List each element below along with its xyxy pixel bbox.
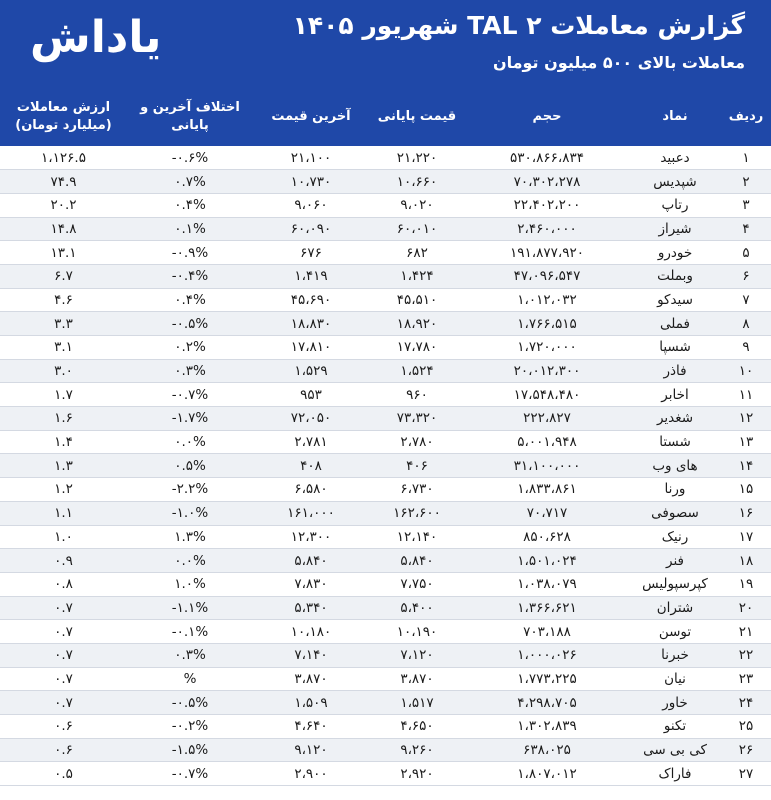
cell-volume: ۱،۳۰۲،۸۳۹ [465, 715, 629, 739]
cell-symbol: های وب [629, 454, 721, 478]
cell-volume: ۱۹۱،۸۷۷،۹۲۰ [465, 241, 629, 265]
table-row [0, 193, 771, 217]
cell-diff: -۰.۵% [127, 312, 253, 336]
cell-last-price: ۲۱،۱۰۰ [253, 146, 369, 170]
brand-logo: یاداش [30, 12, 162, 63]
cell-closing-price: ۱۰،۱۹۰ [369, 620, 465, 644]
cell-volume: ۷۰،۷۱۷ [465, 501, 629, 525]
cell-rank: ۲۰ [721, 596, 771, 620]
table-row [0, 478, 771, 502]
cell-volume: ۵۳۰،۸۶۶،۸۳۴ [465, 146, 629, 170]
cell-volume: ۱،۸۳۳،۸۶۱ [465, 478, 629, 502]
cell-value: ۳.۰ [0, 359, 127, 383]
cell-volume: ۱۷،۵۴۸،۴۸۰ [465, 383, 629, 407]
cell-volume: ۴۷،۰۹۶،۵۴۷ [465, 264, 629, 288]
cell-last-price: ۱،۵۰۹ [253, 691, 369, 715]
cell-volume: ۱،۸۰۷،۰۱۲ [465, 762, 629, 786]
cell-volume: ۱،۰۳۸،۰۷۹ [465, 572, 629, 596]
table-row [0, 383, 771, 407]
report-header [0, 0, 771, 88]
cell-volume: ۷۰،۳۰۲،۲۷۸ [465, 170, 629, 194]
cell-symbol: توسن [629, 620, 721, 644]
col-header-symbol: نماد [662, 109, 688, 124]
report-subtitle: معاملات بالای ۵۰۰ میلیون تومان [492, 53, 745, 72]
cell-value: ۱.۶ [0, 407, 127, 431]
cell-rank: ۲۵ [721, 715, 771, 739]
col-header-rank: ردیف [728, 109, 764, 124]
cell-volume: ۱،۰۱۲،۰۳۲ [465, 288, 629, 312]
table-row [0, 407, 771, 431]
cell-value: ۱.۷ [0, 383, 127, 407]
cell-volume: ۱،۷۶۶،۵۱۵ [465, 312, 629, 336]
cell-closing-price: ۱،۴۲۴ [369, 264, 465, 288]
cell-closing-price: ۶،۷۳۰ [369, 478, 465, 502]
cell-closing-price: ۲،۷۸۰ [369, 430, 465, 454]
cell-value: ۰.۷ [0, 691, 127, 715]
cell-closing-price: ۴۰۶ [369, 454, 465, 478]
cell-closing-price: ۱۲،۱۴۰ [369, 525, 465, 549]
cell-diff: -۰.۷% [127, 383, 253, 407]
cell-closing-price: ۴۵،۵۱۰ [369, 288, 465, 312]
cell-symbol: خودرو [629, 241, 721, 265]
cell-closing-price: ۷،۷۵۰ [369, 572, 465, 596]
cell-value: ۲۰.۲ [0, 193, 127, 217]
cell-closing-price: ۹،۲۶۰ [369, 738, 465, 762]
cell-symbol: خبرنا [629, 643, 721, 667]
cell-rank: ۷ [721, 288, 771, 312]
cell-diff: ۰.۳% [127, 359, 253, 383]
cell-symbol: تکنو [629, 715, 721, 739]
cell-diff: ۰.۰% [127, 430, 253, 454]
cell-value: ۰.۸ [0, 572, 127, 596]
cell-last-price: ۲،۹۰۰ [253, 762, 369, 786]
col-header-last-price: آخرین قیمت [271, 109, 351, 124]
cell-volume: ۲،۴۶۰،۰۰۰ [465, 217, 629, 241]
cell-last-price: ۹،۱۲۰ [253, 738, 369, 762]
cell-rank: ۲۲ [721, 643, 771, 667]
cell-symbol: سیدکو [629, 288, 721, 312]
table-row [0, 454, 771, 478]
cell-last-price: ۲،۷۸۱ [253, 430, 369, 454]
cell-symbol: فملی [629, 312, 721, 336]
cell-value: ۱.۲ [0, 478, 127, 502]
cell-diff: -۰.۷% [127, 762, 253, 786]
table-row [0, 217, 771, 241]
cell-diff: -۰.۵% [127, 691, 253, 715]
cell-value: ۰.۷ [0, 620, 127, 644]
table-body [0, 146, 771, 786]
cell-diff: ۰.۴% [127, 193, 253, 217]
cell-diff: ۰.۰% [127, 549, 253, 573]
report-title: گزارش معاملات TAL ۲ شهریور ۱۴۰۵ [292, 11, 745, 40]
cell-value: ۱.۰ [0, 525, 127, 549]
cell-value: ۰.۶ [0, 738, 127, 762]
cell-value: ۱۳.۱ [0, 241, 127, 265]
report-titles [293, 8, 745, 76]
cell-volume: ۱،۰۰۰،۰۲۶ [465, 643, 629, 667]
cell-diff: -۰.۱% [127, 620, 253, 644]
trades-table [0, 88, 771, 786]
cell-symbol: فاراک [629, 762, 721, 786]
cell-value: ۳.۳ [0, 312, 127, 336]
table-row [0, 312, 771, 336]
cell-closing-price: ۲۱،۲۲۰ [369, 146, 465, 170]
cell-diff: -۱.۱% [127, 596, 253, 620]
cell-value: ۳.۱ [0, 336, 127, 360]
cell-volume: ۲۰،۰۱۲،۳۰۰ [465, 359, 629, 383]
cell-value: ۱.۴ [0, 430, 127, 454]
cell-symbol: کی بی سی [629, 738, 721, 762]
cell-last-price: ۱۲،۳۰۰ [253, 525, 369, 549]
cell-volume: ۱،۷۷۳،۲۲۵ [465, 667, 629, 691]
table-row [0, 430, 771, 454]
cell-diff: ۱.۳% [127, 525, 253, 549]
col-header-diff: اختلاف آخرین و پایانی [140, 100, 240, 133]
cell-last-price: ۵،۸۴۰ [253, 549, 369, 573]
cell-volume: ۱،۵۰۱،۰۲۴ [465, 549, 629, 573]
cell-diff: -۱.۵% [127, 738, 253, 762]
cell-rank: ۴ [721, 217, 771, 241]
cell-closing-price: ۵،۴۰۰ [369, 596, 465, 620]
cell-volume: ۲۲،۴۰۲،۲۰۰ [465, 193, 629, 217]
cell-rank: ۲ [721, 170, 771, 194]
cell-symbol: فاذر [629, 359, 721, 383]
cell-value: ۱،۱۲۶.۵ [0, 146, 127, 170]
table-row [0, 620, 771, 644]
table-row [0, 762, 771, 786]
cell-symbol: شتران [629, 596, 721, 620]
cell-volume: ۷۰۳،۱۸۸ [465, 620, 629, 644]
cell-closing-price: ۳،۸۷۰ [369, 667, 465, 691]
cell-rank: ۱۶ [721, 501, 771, 525]
cell-symbol: نیان [629, 667, 721, 691]
cell-diff: ۰.۲% [127, 336, 253, 360]
table-row [0, 715, 771, 739]
cell-last-price: ۱،۴۱۹ [253, 264, 369, 288]
cell-rank: ۱۵ [721, 478, 771, 502]
cell-last-price: ۹۵۳ [253, 383, 369, 407]
table-row [0, 146, 771, 170]
cell-closing-price: ۵،۸۴۰ [369, 549, 465, 573]
table-row [0, 549, 771, 573]
cell-last-price: ۴۵،۶۹۰ [253, 288, 369, 312]
cell-value: ۱۴.۸ [0, 217, 127, 241]
table-row [0, 691, 771, 715]
table-row [0, 241, 771, 265]
cell-value: ۰.۷ [0, 596, 127, 620]
cell-symbol: ورنا [629, 478, 721, 502]
cell-symbol: شستا [629, 430, 721, 454]
col-header-volume: حجم [532, 109, 562, 124]
cell-symbol: رتاپ [629, 193, 721, 217]
cell-closing-price: ۹،۰۲۰ [369, 193, 465, 217]
cell-last-price: ۱۶۱،۰۰۰ [253, 501, 369, 525]
cell-diff: ۰.۷% [127, 170, 253, 194]
cell-diff: -۱.۷% [127, 407, 253, 431]
cell-volume: ۸۵۰،۶۲۸ [465, 525, 629, 549]
table-row [0, 359, 771, 383]
cell-value: ۱.۳ [0, 454, 127, 478]
cell-last-price: ۴۰۸ [253, 454, 369, 478]
cell-rank: ۲۳ [721, 667, 771, 691]
cell-diff: -۰.۴% [127, 264, 253, 288]
cell-last-price: ۱۷،۸۱۰ [253, 336, 369, 360]
cell-rank: ۱۴ [721, 454, 771, 478]
cell-closing-price: ۴،۶۵۰ [369, 715, 465, 739]
cell-rank: ۲۷ [721, 762, 771, 786]
cell-last-price: ۶۷۶ [253, 241, 369, 265]
cell-rank: ۶ [721, 264, 771, 288]
cell-symbol: خاور [629, 691, 721, 715]
table-row [0, 501, 771, 525]
cell-symbol: شغدیر [629, 407, 721, 431]
cell-symbol: شپدیس [629, 170, 721, 194]
cell-value: ۰.۶ [0, 715, 127, 739]
cell-rank: ۱۰ [721, 359, 771, 383]
cell-last-price: ۱۰،۷۳۰ [253, 170, 369, 194]
cell-volume: ۳۱،۱۰۰،۰۰۰ [465, 454, 629, 478]
cell-rank: ۱۲ [721, 407, 771, 431]
cell-rank: ۸ [721, 312, 771, 336]
cell-symbol: سصوفی [629, 501, 721, 525]
cell-closing-price: ۱،۵۲۴ [369, 359, 465, 383]
table-row [0, 288, 771, 312]
table-row [0, 264, 771, 288]
cell-rank: ۵ [721, 241, 771, 265]
cell-closing-price: ۲،۹۲۰ [369, 762, 465, 786]
cell-last-price: ۵،۳۴۰ [253, 596, 369, 620]
cell-symbol: دعبید [629, 146, 721, 170]
cell-closing-price: ۱۸،۹۲۰ [369, 312, 465, 336]
cell-rank: ۱۱ [721, 383, 771, 407]
cell-rank: ۱۳ [721, 430, 771, 454]
table-row [0, 336, 771, 360]
cell-rank: ۱۹ [721, 572, 771, 596]
table-row [0, 525, 771, 549]
cell-value: ۰.۹ [0, 549, 127, 573]
cell-diff: -۰.۹% [127, 241, 253, 265]
cell-closing-price: ۶۸۲ [369, 241, 465, 265]
cell-rank: ۱ [721, 146, 771, 170]
cell-symbol: کپرسپولیس [629, 572, 721, 596]
cell-rank: ۱۷ [721, 525, 771, 549]
cell-diff: ۰.۳% [127, 643, 253, 667]
cell-last-price: ۱۸،۸۳۰ [253, 312, 369, 336]
cell-last-price: ۴،۶۴۰ [253, 715, 369, 739]
cell-last-price: ۹،۰۶۰ [253, 193, 369, 217]
cell-closing-price: ۷،۱۲۰ [369, 643, 465, 667]
cell-value: ۷۴.۹ [0, 170, 127, 194]
cell-closing-price: ۹۶۰ [369, 383, 465, 407]
cell-volume: ۱،۷۲۰،۰۰۰ [465, 336, 629, 360]
table-row [0, 170, 771, 194]
cell-value: ۴.۶ [0, 288, 127, 312]
cell-symbol: اخابر [629, 383, 721, 407]
cell-closing-price: ۱۷،۷۸۰ [369, 336, 465, 360]
cell-rank: ۲۶ [721, 738, 771, 762]
cell-symbol: وبملت [629, 264, 721, 288]
cell-symbol: شسپا [629, 336, 721, 360]
cell-last-price: ۶۰،۰۹۰ [253, 217, 369, 241]
cell-diff: -۰.۲% [127, 715, 253, 739]
cell-closing-price: ۱۶۲،۶۰۰ [369, 501, 465, 525]
cell-diff: ۰.۴% [127, 288, 253, 312]
cell-last-price: ۳،۸۷۰ [253, 667, 369, 691]
cell-volume: ۲۲۲،۸۲۷ [465, 407, 629, 431]
cell-diff: % [127, 667, 253, 691]
cell-symbol: رنیک [629, 525, 721, 549]
cell-volume: ۵،۰۰۱،۹۴۸ [465, 430, 629, 454]
cell-diff: ۰.۱% [127, 217, 253, 241]
cell-diff: -۱.۰% [127, 501, 253, 525]
cell-value: ۱.۱ [0, 501, 127, 525]
cell-last-price: ۷،۸۳۰ [253, 572, 369, 596]
cell-last-price: ۱،۵۲۹ [253, 359, 369, 383]
cell-volume: ۶۳۸،۰۲۵ [465, 738, 629, 762]
cell-value: ۰.۷ [0, 643, 127, 667]
cell-rank: ۲۴ [721, 691, 771, 715]
cell-closing-price: ۷۳،۳۲۰ [369, 407, 465, 431]
cell-last-price: ۱۰،۱۸۰ [253, 620, 369, 644]
cell-volume: ۱،۳۶۶،۶۲۱ [465, 596, 629, 620]
col-header-value: ارزش معاملات (میلیارد تومان) [15, 100, 112, 133]
cell-value: ۰.۵ [0, 762, 127, 786]
cell-diff: ۰.۵% [127, 454, 253, 478]
cell-rank: ۹ [721, 336, 771, 360]
table-row [0, 738, 771, 762]
cell-symbol: شیراز [629, 217, 721, 241]
cell-volume: ۴،۲۹۸،۷۰۵ [465, 691, 629, 715]
cell-rank: ۳ [721, 193, 771, 217]
table-header-row [0, 88, 771, 146]
cell-rank: ۱۸ [721, 549, 771, 573]
cell-diff: ۱.۰% [127, 572, 253, 596]
cell-closing-price: ۱،۵۱۷ [369, 691, 465, 715]
cell-last-price: ۷۲،۰۵۰ [253, 407, 369, 431]
table-row [0, 667, 771, 691]
cell-closing-price: ۶۰،۰۱۰ [369, 217, 465, 241]
cell-diff: -۰.۶% [127, 146, 253, 170]
cell-rank: ۲۱ [721, 620, 771, 644]
cell-diff: -۲.۲% [127, 478, 253, 502]
cell-symbol: فنر [629, 549, 721, 573]
cell-value: ۰.۷ [0, 667, 127, 691]
cell-last-price: ۶،۵۸۰ [253, 478, 369, 502]
table-row [0, 643, 771, 667]
cell-value: ۶.۷ [0, 264, 127, 288]
cell-last-price: ۷،۱۴۰ [253, 643, 369, 667]
cell-closing-price: ۱۰،۶۶۰ [369, 170, 465, 194]
table-row [0, 596, 771, 620]
col-header-closing-price: قیمت پایانی [377, 109, 457, 124]
table-row [0, 572, 771, 596]
